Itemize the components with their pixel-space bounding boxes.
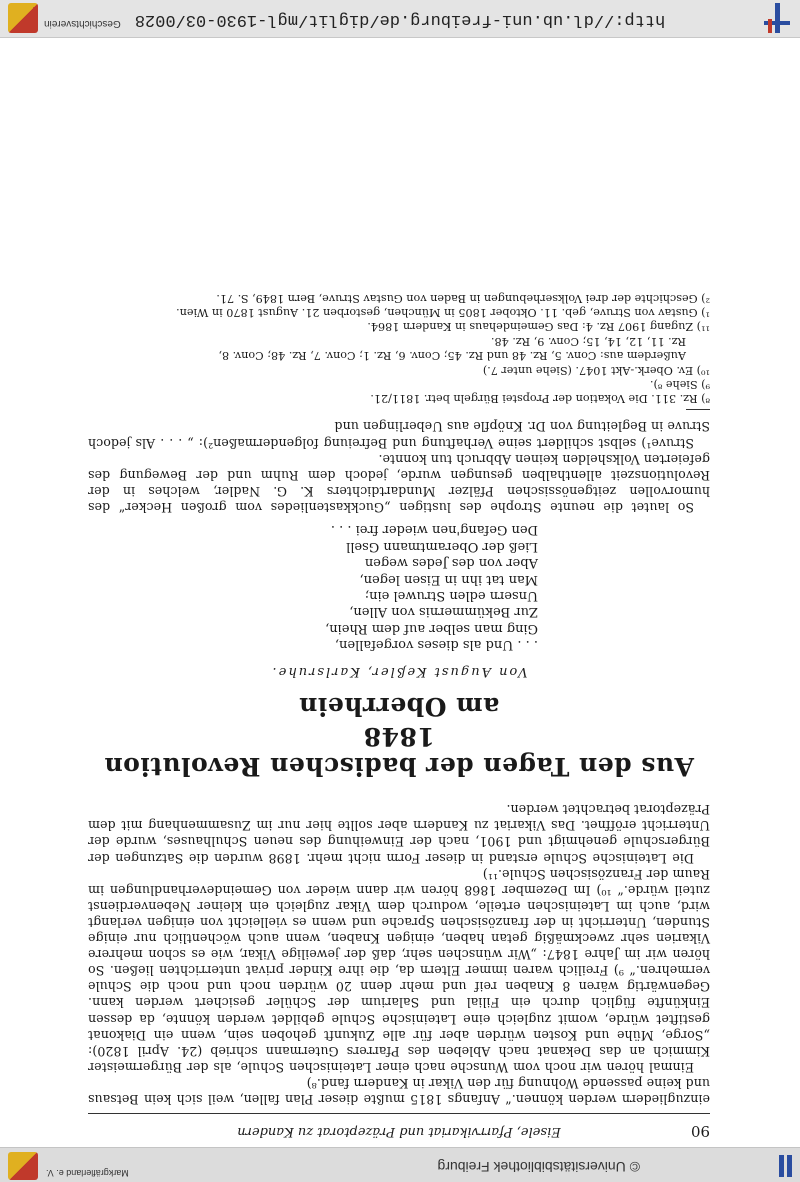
- verse-line: Aber von des Jedes wegen: [364, 555, 538, 571]
- article-title-line-1: Aus den Tagen der badischen Revolution 1848: [104, 722, 694, 782]
- footnote: ⁸) Rz. 311. Die Vokation der Propstei Bürgeln betr. 1811/21.: [370, 392, 710, 406]
- verse-line: Zur Bekümmernis von Allen,: [349, 604, 538, 620]
- article-title-line-2: am Oberrhein: [298, 692, 500, 722]
- running-head-title: Eisele, Pfarrvikariat und Präzeptorat zu Kandern: [237, 1124, 561, 1139]
- verse-line: Ging man selber auf dem Rhein,: [325, 620, 538, 636]
- article-title: [88, 691, 710, 781]
- document-url-link[interactable]: http://dl.ub.uni-freiburg.de/diglit/mgl-1930-03/0028: [134, 10, 666, 29]
- running-head: [88, 1118, 710, 1142]
- document-page: [88, 290, 710, 1142]
- society-name-bottom: Geschichtsverein: [44, 18, 121, 29]
- paragraph-5: Struve¹) selbst schildert seine Verhaftung und Befreiung folgendermaßen²): „ . . . Als jedoch Struve in Begleitung von Dr. Knöpfle aus Ueberlingen und: [88, 419, 710, 451]
- viewer-footer-bar: [0, 0, 800, 38]
- verse-line: . . . Und als dieses vorgefallen,: [334, 637, 538, 653]
- paragraph-4: So lautet die neunte Strophe des lustigen „Guckkastenliedes vom großen Hecker“ des humorvollen zeitgenössischen Pfälzer Mundartdichters K. G. Nadler, welches in der Revolutionszeit allenthalben gesungen wurde, jedoch dem Ruhm und der Bewegung des gefeierten Volkshelden keinen Abbruch tun konnte.: [88, 451, 710, 515]
- ub-logo-icon: [776, 1155, 792, 1177]
- verse-line: Unsern edlen Struwel ein;: [364, 588, 538, 603]
- paragraph-3: Die Lateinische Schule erstand in dieser Form nicht mehr. 1898 wurden die Satzungen der Bürgerschule genehmigt und 1901, nach der Einweihung des neuen Schulhauses, wurde der Unterricht eröffnet. Das Vikariat zu Kandern aber sollte hier nur im Zusammenhang mit dem Präzeptorat betrachtet werden.: [88, 802, 710, 866]
- society-name: Markgräflerland e. V.: [46, 1168, 129, 1178]
- footnote: ¹) Gustav von Struve, geb. 11. Oktober 1805 in München, gestorben 21. August 1870 in Wien.: [176, 305, 710, 319]
- footnote: ¹⁰) Ev. Oberk.-Akt 1047. (Siehe unter 7.): [482, 363, 710, 377]
- verse-line: Ließ der Oberamtmann Gsell: [346, 538, 538, 554]
- footnote: ¹¹) Zugang 1907 Rz. 4: Das Gemeindehaus in Kandern 1864.: [367, 320, 710, 334]
- byline: Von August Keßler, Karlsruhe.: [270, 664, 528, 680]
- verse-block: [88, 521, 538, 652]
- footnote: Rz. 11, 12, 14, 15; Conv. 9, Rz. 48.: [490, 334, 686, 348]
- verse-line: Den Gefang'nen wieder frei . . .: [330, 522, 538, 538]
- paragraph-2: Einmal hören wir noch vom Wunsche nach einer Lateinischen Schule, als der Bürgermeister Kimmich an das Dekanat nach Ableben des Pfarrers Gutermann schrieb (24. April 1820): „Sorge, Mühe und Kosten würden aber für alle Zukunft gehoben sein, wenn ein Diakonat gestiftet würde, womit zugleich eine Lateinische Schule gebildet werden könnte, da dessen Einkünfte füglich durch ein Filial und Salarium der Schüler gesichert werden kann. Gegenwärtig wären 8 Knaben reif und mehr denn 20 würden noch und noch die Schule vermehren.“ ⁹) Freilich waren immer Eltern da, die ihre Kinder privat unterrichten ließen. So hören wir im Jahre 1847: „Wir wünschen sehr, daß der jeweilige Vikar, wie es schon mehrere Vikarien sehr zweckmäßig getan haben, einigen Knaben, wenn auch wöchentlich nur einige Stunden, Unterricht in der französischen Sprache und wenn es vielleicht von einigen verlangt wird, auch im Lateinischen erteile, wodurch dem Vikar zugleich ein kleiner Nebenverdienst zuteil würde.“ ¹⁰) Im Dezember 1868 hören wir dann wieder von Gemeindeverhandlungen im Raum der Französischen Schule.¹¹): [88, 866, 710, 1075]
- footnote: ⁹) Siehe ⁸).: [649, 378, 710, 391]
- page-number: 90: [690, 1122, 710, 1140]
- footnote: ²) Geschichte der drei Volkserhebungen in Baden von Gustav Struve, Bern 1849, S. 71.: [216, 291, 710, 305]
- society-crest-icon: [8, 1152, 38, 1180]
- footnote-rule: [686, 409, 710, 410]
- viewer-header-bar: [0, 1147, 800, 1182]
- footnote: Außerdem aus: Conv. 5, Rz. 48 und Rz. 45; Conv. 6, Rz. 1; Conv. 7, Rz. 48; Conv. 8,: [218, 349, 686, 363]
- library-credit: © Universitätsbibliothek Freiburg: [437, 1159, 640, 1175]
- paragraph-1: einzugliedern werden können.“ Anfangs 1815 mußte dieser Plan fallen, weil sich kein Betsaus und keine passende Wohnung für den Vikar in Kandern fand.⁸): [88, 1075, 710, 1107]
- footnotes: [88, 290, 710, 405]
- header-rule: [88, 1113, 710, 1114]
- verse-line: Man tat ihn in Eisen legen,: [359, 571, 538, 587]
- society-crest-icon: [8, 3, 38, 33]
